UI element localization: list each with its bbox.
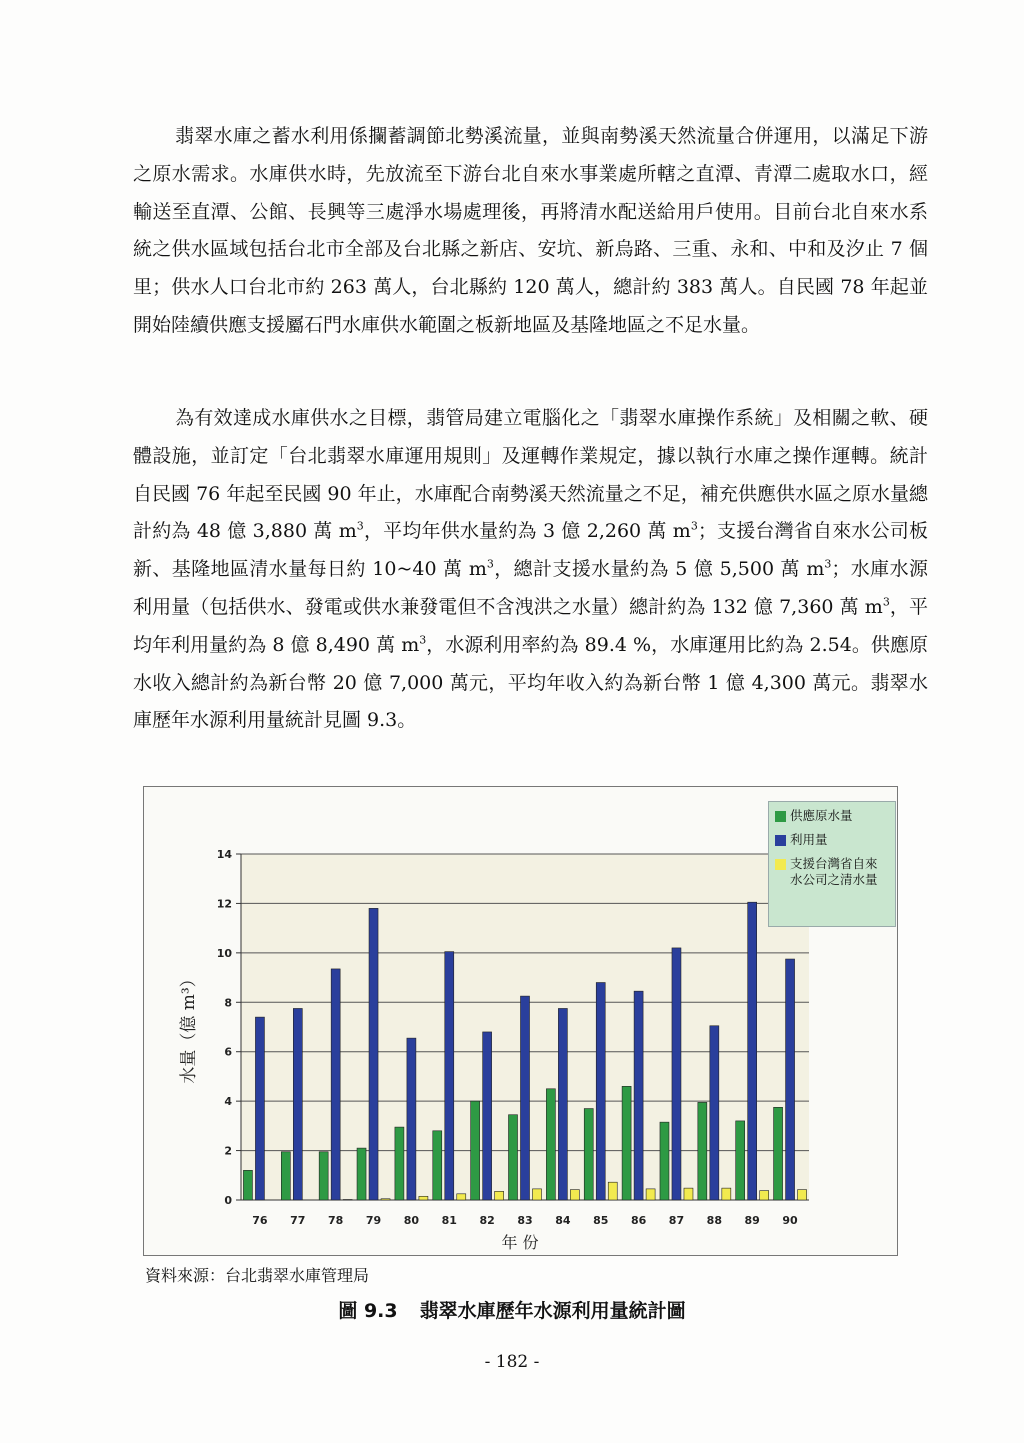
- x-tick-label: 77: [290, 1214, 306, 1227]
- legend-label-support-line2: 水公司之清水量: [790, 872, 878, 887]
- bar-supply: [584, 1109, 593, 1200]
- bar-supply: [774, 1107, 783, 1200]
- legend-label-support: [790, 856, 878, 888]
- bar-supply: [281, 1152, 290, 1200]
- paragraph-2-part-b: ，平均年供水量約為 3 億 2,260 萬 m: [363, 520, 691, 543]
- bar-supply: [357, 1148, 366, 1200]
- bar-support: [495, 1191, 504, 1200]
- bar-support: [760, 1191, 769, 1200]
- bar-support: [457, 1194, 466, 1200]
- bar-usage: [407, 1038, 416, 1200]
- bar-supply: [471, 1101, 480, 1200]
- bar-support: [798, 1190, 807, 1200]
- figure-number: 圖 9.3: [338, 1300, 398, 1322]
- bar-supply: [433, 1131, 442, 1200]
- bar-usage: [255, 1017, 264, 1200]
- bar-usage: [331, 969, 340, 1200]
- x-tick-label: 87: [668, 1214, 685, 1227]
- y-tick-label: 2: [224, 1144, 232, 1158]
- legend-label-support-line1: 支援台灣省自來: [790, 856, 878, 871]
- superscript: 3: [486, 557, 494, 571]
- paragraph-2-part-c: ；支援台灣省自來水公司板新、基隆地區清水量每日約 10~40 萬 m: [133, 520, 928, 581]
- x-tick-label: 76: [252, 1214, 268, 1227]
- bar-usage: [521, 996, 530, 1200]
- x-tick-label: 80: [403, 1214, 420, 1227]
- paragraph-2-part-g: ，水源利用率約為 89.4 %，水庫運用比約為 2.54。供應原水收入總計約為新台幣 20 億 7,000 萬元，平均年收入約為新台幣 1 億 4,300 萬元。翡翠水庫歷年水源利用量統計見圖 9.3。: [133, 633, 928, 732]
- x-tick-label: 83: [517, 1214, 533, 1227]
- bar-usage: [369, 908, 378, 1200]
- legend-swatch-usage: [775, 835, 786, 846]
- x-tick-label: 85: [593, 1214, 609, 1227]
- superscript: 3: [824, 557, 832, 571]
- bar-supply: [243, 1170, 252, 1200]
- x-axis-title: 年 份: [501, 1233, 539, 1252]
- bar-support: [533, 1189, 542, 1200]
- page-number: - 182 -: [484, 1352, 540, 1372]
- y-tick-label: 12: [216, 897, 232, 911]
- x-tick-label: 88: [706, 1214, 722, 1227]
- bar-support: [646, 1189, 655, 1200]
- figure-title: 翡翠水庫歷年水源利用量統計圖: [419, 1300, 686, 1322]
- y-axis-title: 水量（億 m³）: [179, 970, 199, 1084]
- superscript: 3: [882, 595, 890, 609]
- y-tick-label: 4: [224, 1095, 232, 1109]
- bar-usage: [483, 1032, 492, 1200]
- x-tick-label: 90: [782, 1214, 798, 1227]
- chart-legend: [768, 801, 896, 927]
- bar-supply: [509, 1115, 518, 1200]
- paragraph-2-part-e: ；水庫水源利用量（包括供水、發電或供水兼發電但不含洩洪之水量）總計約為 132 億 7,360 萬 m: [133, 558, 928, 618]
- x-tick-label: 81: [441, 1214, 457, 1227]
- x-tick-label: 84: [555, 1214, 571, 1227]
- legend-item-supply: [775, 808, 891, 824]
- superscript: 3: [356, 520, 364, 534]
- x-tick-label: 86: [630, 1214, 647, 1227]
- paragraph-1: 翡翠水庫之蓄水利用係攔蓄調節北勢溪流量，並與南勢溪天然流量合併運用，以滿足下游之原水需求。水庫供水時，先放流至下游台北自來水事業處所轄之直潭、青潭二處取水口，經輸送至直潭、公館、長興等三處淨水場處理後，再將清水配送給用戶使用。目前台北自來水系統之供水區域包括台北市全部及台北縣之新店、安坑、新烏路、三重、永和、中和及汐止 7 個里；供水人口台北市約 263 萬人，台北縣約 120 萬人，總計約 383 萬人。自民國 78 年起並開始陸續供應支援屬石門水庫供水範圍之板新地區及基隆地區之不足水量。: [133, 125, 928, 336]
- y-tick-label: 6: [224, 1045, 232, 1059]
- bar-supply: [622, 1086, 631, 1200]
- bar-usage: [748, 902, 757, 1200]
- bar-supply: [736, 1121, 745, 1200]
- x-tick-label: 78: [328, 1214, 344, 1227]
- legend-item-usage: [775, 832, 891, 848]
- bar-support: [684, 1188, 693, 1200]
- figure-caption: [0, 1296, 1024, 1323]
- bar-usage: [293, 1008, 302, 1200]
- y-tick-label: 0: [224, 1194, 232, 1207]
- x-tick-label: 79: [365, 1214, 382, 1227]
- bar-usage: [634, 991, 643, 1200]
- bar-supply: [319, 1152, 328, 1200]
- paragraph-2-part-d: ，總計支援水量約為 5 億 5,500 萬 m: [493, 558, 825, 581]
- bar-usage: [596, 983, 605, 1200]
- superscript: 3: [690, 520, 698, 534]
- y-tick-label: 8: [224, 996, 232, 1010]
- paragraph-2: [133, 400, 928, 740]
- bar-support: [608, 1182, 617, 1200]
- bar-supply: [698, 1102, 707, 1200]
- paragraph-2-part-f: ，平均年利用量約為 8 億 8,490 萬 m: [133, 595, 928, 656]
- bar-supply: [660, 1122, 669, 1200]
- bar-usage: [672, 948, 681, 1200]
- data-source-note: 資料來源：台北翡翠水庫管理局: [145, 1266, 370, 1285]
- chart-container: [143, 786, 898, 1256]
- bar-supply: [546, 1089, 555, 1200]
- x-tick-label: 82: [479, 1214, 495, 1227]
- bar-usage: [710, 1026, 719, 1200]
- bar-usage: [445, 952, 454, 1200]
- bar-support: [570, 1190, 579, 1200]
- bar-usage: [558, 1008, 567, 1200]
- legend-label-supply: 供應原水量: [790, 808, 853, 823]
- legend-swatch-supply: [775, 811, 786, 822]
- legend-label-usage: 利用量: [790, 832, 828, 847]
- y-tick-label: 14: [216, 848, 232, 861]
- y-tick-label: 10: [216, 946, 232, 960]
- paragraph-2-part-a: 為有效達成水庫供水之目標，翡管局建立電腦化之「翡翠水庫操作系統」及相關之軟、硬體設施，並訂定「台北翡翠水庫運用規則」及運轉作業規定，據以執行水庫之操作運轉。統計自民國 76 年起至民國 90 年止，水庫配合南勢溪天然流量之不足，補充供應供水區之原水量總計約為 48 億 3,880 萬 m: [133, 407, 928, 543]
- bar-support: [722, 1188, 731, 1200]
- legend-item-support: [775, 856, 891, 888]
- bar-support: [419, 1196, 428, 1200]
- bar-usage: [786, 959, 795, 1200]
- superscript: 3: [419, 633, 427, 647]
- x-tick-label: 89: [744, 1214, 760, 1227]
- bar-supply: [395, 1127, 404, 1200]
- legend-swatch-support: [775, 859, 786, 870]
- bar-support: [381, 1199, 390, 1200]
